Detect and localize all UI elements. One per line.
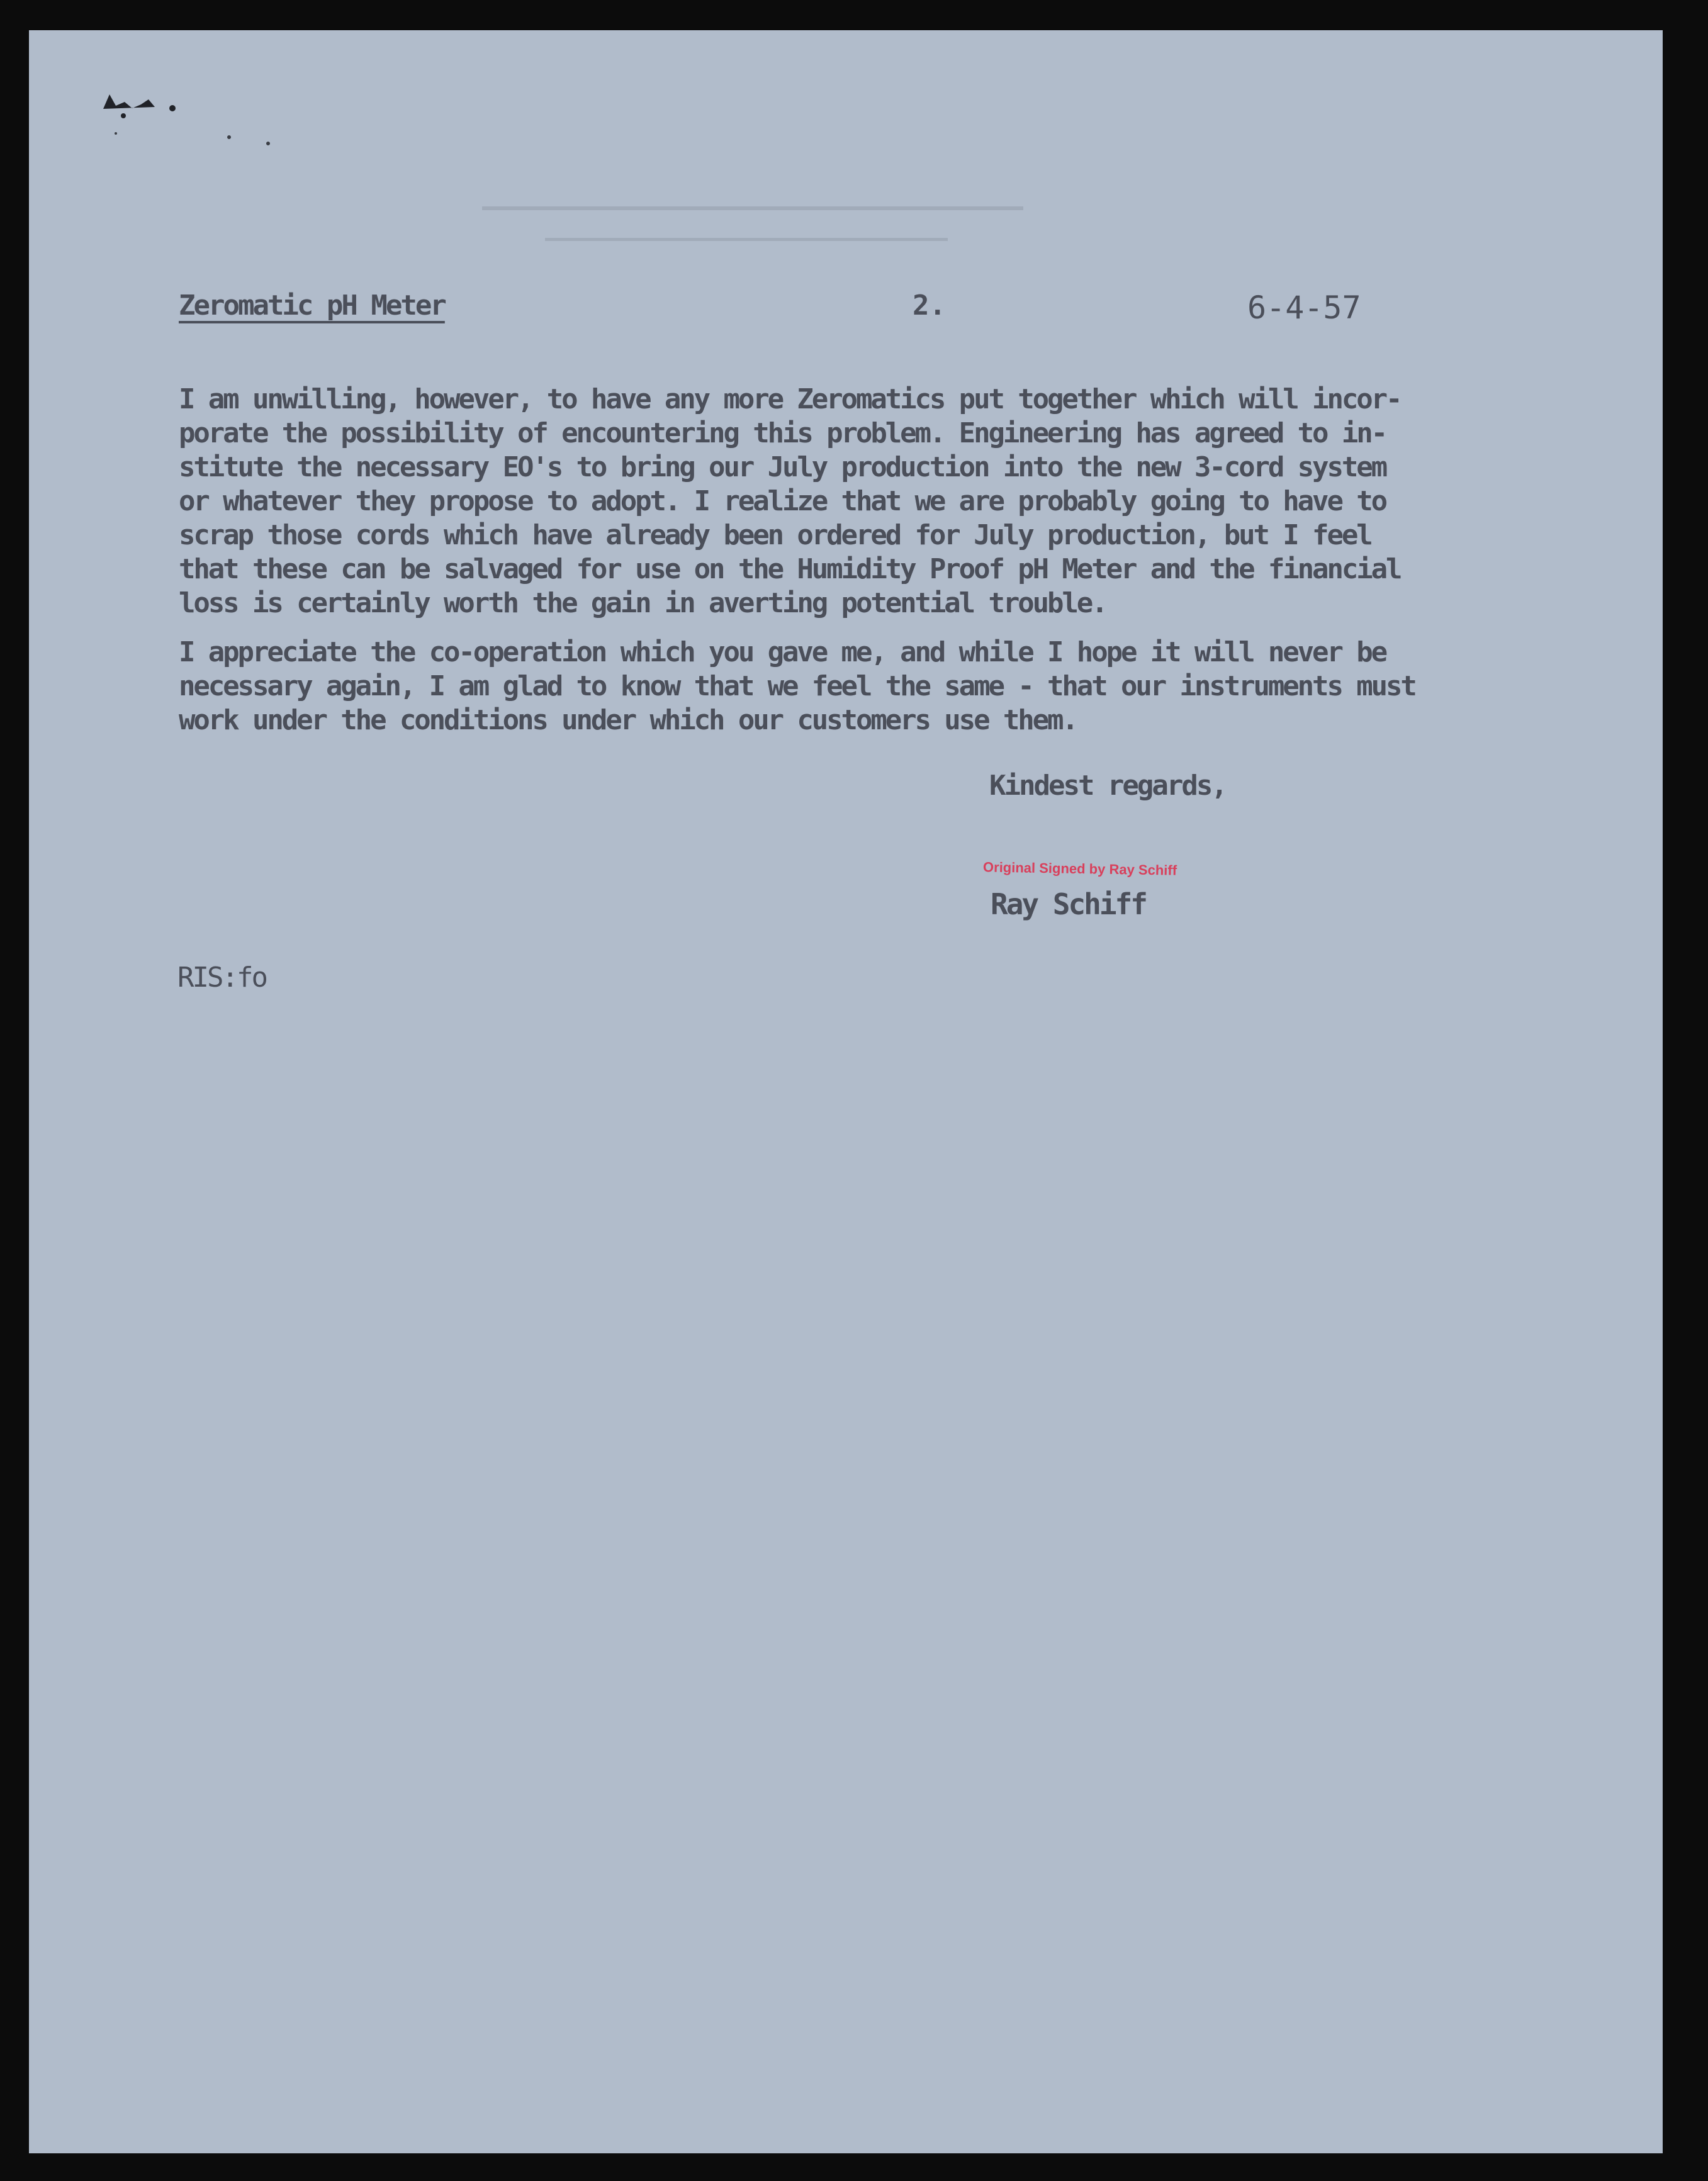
- signer-name: Ray Schiff: [991, 887, 1146, 921]
- body-paragraph-1: [179, 383, 1400, 620]
- paragraph-line: scrap those cords which have already been ordered for July production, but I feel: [179, 519, 1371, 551]
- paper-bleed-through-marks: [469, 169, 1036, 269]
- paragraph-line: loss is certainly worth the gain in averting potential trouble.: [179, 587, 1106, 619]
- page-number: 2.: [913, 289, 946, 322]
- paragraph-line: stitute the necessary EO's to bring our July production into the new 3-cord system: [179, 451, 1386, 483]
- paragraph-line: that these can be salvaged for use on the Humidity Proof pH Meter and the financial: [179, 553, 1401, 585]
- paragraph-line: I am unwilling, however, to have any more Zeromatics put together which will incor-: [179, 383, 1401, 415]
- paragraph-line: I appreciate the co-operation which you gave me, and while I hope it will never be: [179, 636, 1386, 668]
- signature-stamp: Original Signed by Ray Schiff: [982, 859, 1177, 878]
- typist-initials: RIS:fo: [177, 962, 266, 994]
- corner-smudge-marks: [97, 55, 286, 181]
- paragraph-line: or whatever they propose to adopt. I realize that we are probably going to have to: [179, 485, 1386, 517]
- paragraph-line: necessary again, I am glad to know that we feel the same - that our instruments must: [179, 670, 1415, 702]
- memo-date: 6-4-57: [1247, 289, 1361, 326]
- body-paragraph-2: [179, 636, 1415, 737]
- document-page: [29, 30, 1663, 2153]
- memo-subject: Zeromatic pH Meter: [179, 289, 445, 322]
- closing-salutation: Kindest regards,: [989, 770, 1226, 802]
- paragraph-line: porate the possibility of encountering this problem. Engineering has agreed to in-: [179, 417, 1386, 449]
- paragraph-line: work under the conditions under which our customers use them.: [179, 704, 1077, 736]
